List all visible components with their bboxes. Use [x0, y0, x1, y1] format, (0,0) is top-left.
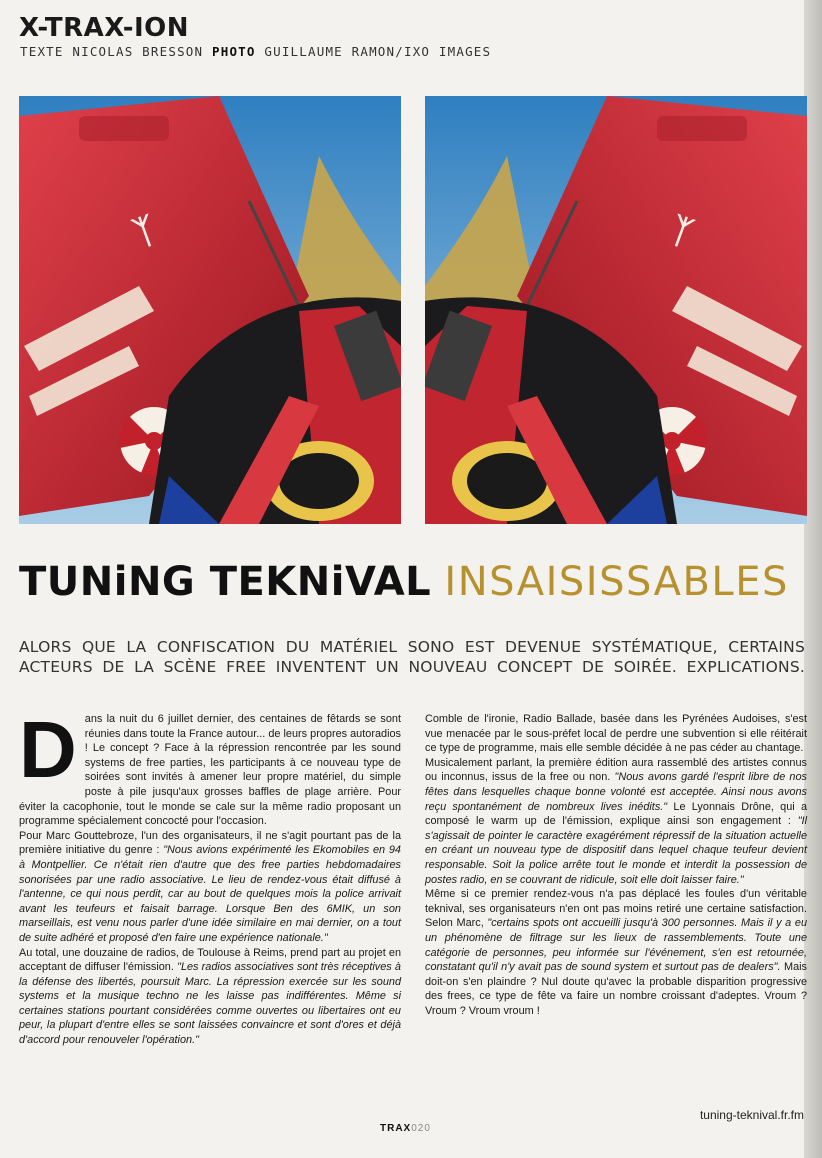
credit-author: NICOLAS BRESSON	[72, 44, 204, 59]
paragraph-3-quote: "Les radios associatives sont très réceptives à la défense des libertés, poursuit Marc. La répression exercée sur les sound systems et la musique techno ne les laisse pas indifférentes. Même si certaines stations pourtant considérées comme ouvertes ou libertaires ont eu peur, la plupart d'entre elles se sont laissées convaincre et sont d'ores et déjà d'accord pour renouveler l'opération."	[19, 961, 401, 1047]
car-trunk-photo-right	[425, 96, 807, 524]
paragraph-4	[425, 756, 807, 887]
credit-photo-label: PHOTO	[212, 44, 256, 59]
article-column-left	[19, 705, 401, 1048]
paragraph-1	[19, 705, 401, 829]
credits-line	[20, 44, 491, 59]
paragraph-1-text: ans la nuit du 6 juillet dernier, des centaines de fêtards se sont réunies dans toute la France autour... de leurs propres autoradios ! Le concept ? Face à la répression rencontrée par les sound systems de free parties, les participants à ce nouveau type de soirées sont invités à amener leur propre matériel, du simple poste à pile jusqu'aux grosses baffles de plage arrière. Pour éviter la cacophonie, tout le monde se cale sur la même radio proposant un programme spécialement concocté pour l'occasion.	[19, 713, 401, 828]
car-trunk-illustration	[19, 96, 401, 524]
paragraph-3	[19, 946, 401, 1048]
article-column-right	[425, 712, 807, 1018]
car-trunk-illustration-mirror	[425, 96, 807, 524]
credit-photographer: GUILLAUME RAMON/IXO IMAGES	[264, 44, 492, 59]
paragraph-3-text: Au total, une douzaine de radios, de Toulouse à Reims, prend part au projet en acceptant de diffuser l'émission.	[19, 946, 401, 974]
paragraph-2	[19, 829, 401, 946]
dropcap: D	[19, 705, 77, 794]
paragraph-4-text: Musicalement parlant, la première édition aura rassemblé des artistes connus ou inconnus, issus de la free ou non.	[425, 756, 807, 784]
standfirst: ALORS QUE LA CONFISCATION DU MATÉRIEL SONO EST DEVENUE SYSTÉMATIQUE, CERTAINS ACTEURS DE LA SCÈNE FREE INVENTENT UN NOUVEAU CONCEPT DE SOIRÉE. EXPLICATIONS.	[19, 638, 805, 676]
paragraph-4-text-b: Le Lyonnais Drône, qui a composé le warm up de l'émission, explique ainsi son engagement :	[425, 800, 807, 828]
credit-text-label: TEXTE	[20, 44, 64, 59]
paragraph-5-quote: "certains spots ont accueilli jusqu'à 300 personnes. Mais il y a eu un phénomène de filtrage sur les lieux de rassemblements. Toute une catégorie de personnes, peu informée sur l'événement, s'en est retournée, constatant qu'il n'y avait pas de sound system et surtout pas de dealers".	[425, 917, 807, 974]
paragraph-5-text: Même si ce premier rendez-vous n'a pas déplacé les foules d'un véritable teknival, ses organisateurs n'en ont pas moins retiré une certaine satisfaction. Selon Marc,	[425, 888, 807, 930]
paragraph-4-quote: "Nous avons gardé l'esprit libre de nos fêtes dans lesquelles chaque bonne volonté est acceptée. Ainsi nous avons reçu spontanément de nombreux lives inédits."	[425, 771, 807, 813]
headline-light: INSAISISSABLES	[444, 559, 789, 605]
svg-text:ᛉ: ᛉ	[128, 209, 162, 255]
paragraph-2-text: Pour Marc Gouttebroze, l'un des organisateurs, il ne s'agit pourtant pas de la première initiative du genre :	[19, 829, 401, 857]
headline-bold: TUNiNG TEKNiVAL	[19, 559, 432, 605]
paragraph-3-continued	[425, 712, 807, 756]
paragraph-3-continued-text: Comble de l'ironie, Radio Ballade, basée dans les Pyrénées Audoises, s'est vue menacée par le sous-préfet local de perdre une subvention si elle réitérait ce type de programme, mais elle semble décidée à ne pas céder au chantage.	[425, 713, 807, 755]
paragraph-5-text-b: Mais doit-on s'en plaindre ? Nul doute qu'avec la probable disparition progressive des frees, ce type de fête va faire un nombre croissant d'adeptes. Vroum ? Vroum ? Vroum vroum !	[425, 961, 807, 1017]
car-trunk-photo-left	[19, 96, 401, 524]
folio-page: 020	[411, 1123, 431, 1134]
paragraph-2-quote: "Nous avions expérimenté les Ekomobiles en 94 à Montpellier. Ce n'était rien d'autre que des free parties hebdomadaires sonorisées par une radio associative. Le lieu de rendez-vous était diffusé à l'antenne, ce qui nous perdit, car au bout de quelques mois la police arrivait avant les teufeurs et faisait barrage. Lorsque Ben des 6MIK, un son marseillais, est venu nous parler d'une idée similaire en mai dernier, on a tout de suite adhéré et proposé d'en faire une expérience nationale."	[19, 844, 401, 944]
website-link[interactable]: tuning-teknival.fr.fm	[699, 1108, 804, 1122]
folio-brand: TRAX	[380, 1123, 412, 1134]
page-folio	[380, 1123, 431, 1134]
svg-text:ᛉ: ᛉ	[664, 209, 698, 255]
paragraph-4-quote-2: "Il s'agissait de pointer le caractère exagérément répressif de la situation actuelle en créant un nouveau type de dispositif dans lequel chaque teufeur devient responsable. Soit la police arrête tout le monde et interdit la possession de postes radio, en se couvrant de ridicule, soit elle doit laisser faire."	[425, 815, 807, 886]
section-title: X-TRAX-ION	[19, 13, 190, 43]
paragraph-5	[425, 887, 807, 1018]
article-headline	[19, 558, 789, 606]
